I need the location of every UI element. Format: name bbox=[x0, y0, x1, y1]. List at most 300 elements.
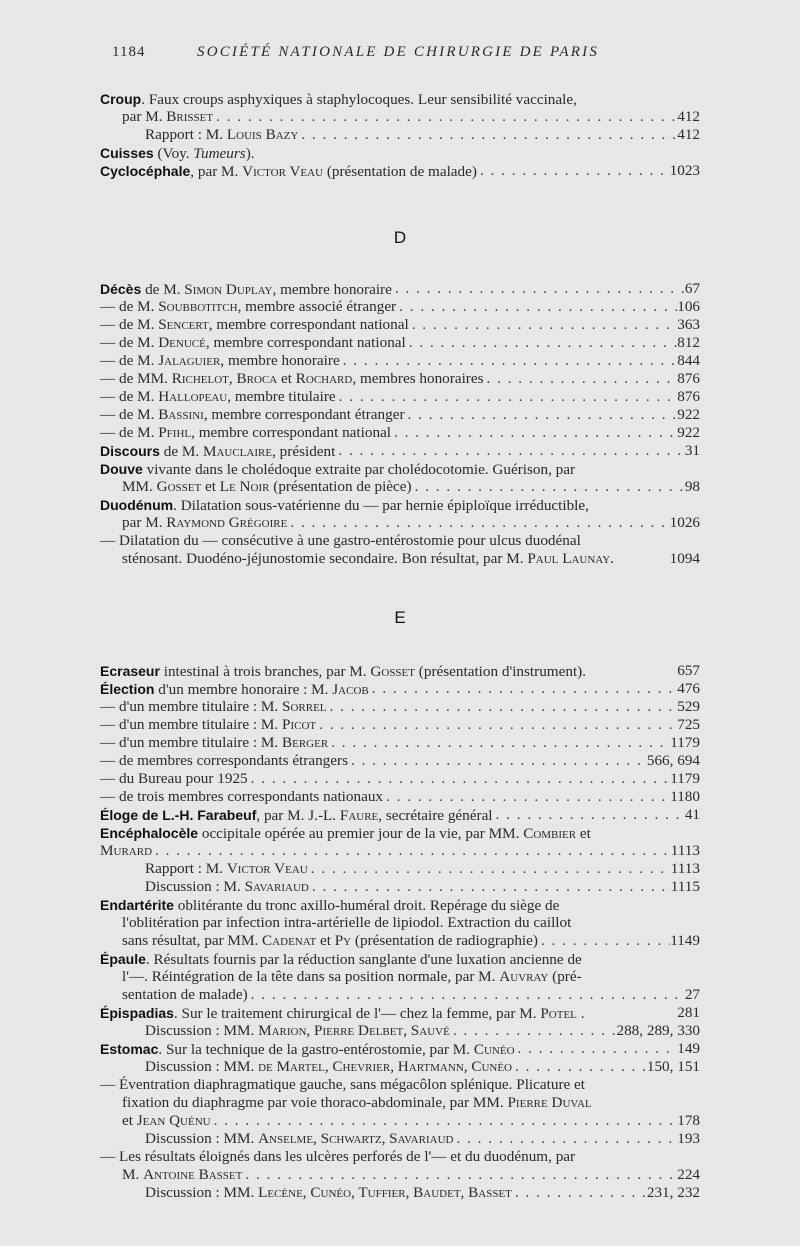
entry-fragment: et bbox=[122, 1112, 137, 1129]
author-name: Soubbotitch bbox=[158, 298, 238, 315]
entry-fragment: (présentation d'instrument). bbox=[415, 663, 587, 680]
entry-fragment: (présentation de radiographie) bbox=[351, 932, 538, 949]
author-name: Le Noir bbox=[219, 478, 270, 495]
entry-text bbox=[145, 1022, 450, 1040]
page-number: 1184 bbox=[112, 44, 146, 60]
author-name: Savariaud bbox=[244, 878, 309, 895]
page-reference: 844 bbox=[677, 352, 700, 369]
entry-fragment: — Les résultats éloignés dans les ulcères perforés de l'— et du duodénum, par bbox=[100, 1148, 576, 1165]
author-name: Mauclaire bbox=[202, 443, 273, 460]
author-name: Cunéo bbox=[473, 1041, 515, 1058]
index-entry bbox=[100, 716, 700, 734]
author-name: Py bbox=[334, 932, 352, 949]
index-entry bbox=[100, 842, 700, 860]
entry-fragment: Tumeurs bbox=[193, 145, 246, 162]
author-name: Pierre Duval bbox=[507, 1094, 592, 1111]
leader-dots bbox=[512, 1058, 647, 1076]
entry-keyword: Épaule bbox=[100, 951, 146, 967]
entry-text bbox=[122, 1166, 242, 1184]
entry-text bbox=[145, 1184, 512, 1202]
entry-fragment: , secrétaire général bbox=[378, 807, 493, 824]
entry-fragment: , membre honoraire bbox=[220, 352, 340, 369]
author-name: Gosset bbox=[370, 663, 415, 680]
entry-keyword: Croup bbox=[100, 91, 142, 107]
leader-dots bbox=[484, 370, 678, 388]
leader-dots bbox=[309, 878, 671, 896]
entry-fragment: , membre correspondant national bbox=[205, 334, 406, 351]
leader-dots bbox=[391, 424, 677, 442]
author-name: Jalaguier bbox=[158, 352, 221, 369]
index-entry bbox=[145, 860, 700, 878]
entry-text bbox=[100, 388, 336, 406]
entry-text bbox=[145, 1130, 453, 1148]
entry-fragment: (présentation de pièce) bbox=[269, 478, 412, 495]
entry-fragment: . bbox=[610, 550, 614, 567]
running-header bbox=[112, 44, 700, 68]
author-name: Combier bbox=[523, 825, 577, 842]
page-reference: 529 bbox=[677, 698, 700, 715]
page-reference: 193 bbox=[677, 1130, 700, 1147]
index-entry bbox=[100, 280, 700, 298]
entry-text bbox=[145, 126, 298, 144]
author-name: Victor Veau bbox=[226, 860, 308, 877]
entry-fragment: (Voy. bbox=[153, 145, 194, 162]
index-entry bbox=[100, 734, 700, 752]
entry-fragment: par M. bbox=[122, 108, 167, 125]
entry-fragment: , membre correspondant national bbox=[191, 424, 392, 441]
author-name: Simon Duplay bbox=[184, 281, 273, 298]
index-entry bbox=[122, 108, 700, 126]
entry-text bbox=[122, 968, 582, 986]
index-entry bbox=[100, 662, 700, 680]
entry-text bbox=[100, 90, 577, 108]
index-entry bbox=[100, 352, 700, 370]
entry-fragment: . Faux croups asphyxiques à staphylocoques. Leur sensibilité vaccinale, bbox=[141, 91, 577, 108]
index-entry bbox=[122, 968, 700, 986]
entry-text bbox=[100, 824, 591, 842]
page-reference: 657 bbox=[677, 662, 700, 679]
leader-dots bbox=[392, 280, 685, 298]
entry-fragment: — de M. bbox=[100, 388, 159, 405]
entry-text bbox=[100, 460, 575, 478]
leader-dots bbox=[406, 334, 677, 352]
page-reference: 1026 bbox=[669, 514, 700, 531]
index-entry bbox=[100, 162, 700, 180]
entry-fragment: ). bbox=[245, 145, 255, 162]
entry-text bbox=[122, 1112, 211, 1130]
entry-text bbox=[100, 532, 581, 550]
entry-text bbox=[100, 144, 255, 162]
author-name: Lecène, Cunéo, Tuffier, Baudet, Basset bbox=[258, 1184, 512, 1201]
entry-fragment: . Sur le traitement chirurgical de l'— chez la femme, par M. bbox=[173, 1005, 541, 1022]
leader-dots bbox=[248, 770, 671, 788]
author-name: Berger bbox=[282, 734, 329, 751]
entry-fragment: — de membres correspondants étrangers bbox=[100, 752, 348, 769]
index-entry bbox=[100, 806, 700, 824]
author-name: Picot bbox=[282, 716, 317, 733]
leader-dots bbox=[327, 698, 678, 716]
page-reference: 1115 bbox=[670, 878, 700, 895]
page-reference: 281 bbox=[677, 1004, 700, 1021]
page-reference: 412 bbox=[677, 108, 700, 125]
entry-fragment: occipitale opérée au premier jour de la vie, par MM. bbox=[198, 825, 524, 842]
entry-text bbox=[100, 1076, 585, 1094]
entry-fragment: sans résultat, par MM. bbox=[122, 932, 263, 949]
page-reference: 288, 289, 330 bbox=[616, 1022, 700, 1039]
leader-dots bbox=[211, 1112, 678, 1130]
author-name: Marion, Pierre Delbet, Sauvé bbox=[258, 1022, 450, 1039]
entry-fragment: . Dilatation sous-vatérienne du — par hernie épiploïque irréductible, bbox=[173, 497, 589, 514]
index-entry bbox=[100, 752, 700, 770]
entry-keyword: Discours bbox=[100, 443, 160, 459]
index-entry bbox=[122, 932, 700, 950]
author-name: Paul Launay bbox=[527, 550, 611, 567]
entry-keyword: Endartérite bbox=[100, 897, 174, 913]
entry-text bbox=[100, 316, 409, 334]
leader-dots bbox=[348, 752, 647, 770]
entry-text bbox=[145, 1058, 512, 1076]
index-entry bbox=[100, 824, 700, 842]
leader-dots bbox=[453, 1130, 677, 1148]
index-entry bbox=[145, 126, 700, 144]
entry-fragment: , membre correspondant étranger bbox=[203, 406, 405, 423]
entry-keyword: Élection bbox=[100, 681, 155, 697]
entry-fragment: . Sur la technique de la gastro-entérostomie, par M. bbox=[158, 1041, 474, 1058]
author-name: Sencert bbox=[158, 316, 209, 333]
page-reference: 922 bbox=[677, 406, 700, 423]
leader-dots bbox=[328, 734, 670, 752]
entry-text bbox=[100, 1148, 575, 1166]
author-name: Gosset bbox=[156, 478, 202, 495]
entry-text bbox=[100, 770, 248, 788]
index-entry bbox=[122, 914, 700, 932]
entry-fragment: — de M. bbox=[100, 298, 159, 315]
entry-fragment: vivante dans le cholédoque extraite par cholédocotomie. Guérison, par bbox=[142, 461, 576, 478]
index-entry bbox=[145, 1058, 700, 1076]
entry-keyword: Estomac bbox=[100, 1041, 159, 1057]
page-reference: 1180 bbox=[670, 788, 700, 805]
index-entry bbox=[100, 406, 700, 424]
author-name: Auvray bbox=[499, 968, 549, 985]
leader-dots bbox=[248, 986, 685, 1004]
page-reference: 566, 694 bbox=[646, 752, 700, 769]
index-entry bbox=[100, 788, 700, 806]
entry-text bbox=[100, 662, 586, 680]
entry-fragment: Rapport : M. bbox=[145, 860, 227, 877]
index-entry bbox=[122, 1112, 700, 1130]
entry-fragment: , membre honoraire bbox=[272, 281, 392, 298]
entry-text bbox=[122, 986, 248, 1004]
leader-dots bbox=[383, 788, 670, 806]
index-entry bbox=[122, 1166, 700, 1184]
page-reference: 67 bbox=[684, 280, 700, 297]
index-entry bbox=[100, 698, 700, 716]
author-name: J.-L. Faure bbox=[308, 807, 379, 824]
leader-dots bbox=[340, 352, 678, 370]
entry-fragment: , par M. bbox=[190, 163, 243, 180]
author-name: Bassini bbox=[158, 406, 204, 423]
entry-text bbox=[145, 878, 309, 896]
author-name: Jacob bbox=[332, 681, 369, 698]
index-entry bbox=[100, 1148, 700, 1166]
index-entry bbox=[145, 878, 700, 896]
author-name: Brisset bbox=[166, 108, 214, 125]
index-entry bbox=[100, 298, 700, 316]
leader-dots bbox=[298, 126, 677, 144]
entry-text bbox=[100, 442, 335, 460]
leader-dots bbox=[316, 716, 677, 734]
index-entry bbox=[100, 1040, 700, 1058]
entry-text bbox=[122, 478, 412, 496]
entry-fragment: — Éventration diaphragmatique gauche, sans mégacôlon splénique. Plicature et bbox=[100, 1076, 585, 1093]
entry-keyword: Éloge de L.-H. Farabeuf bbox=[100, 807, 257, 823]
index-entry bbox=[122, 986, 700, 1004]
entry-fragment: — de trois membres correspondants nationaux bbox=[100, 788, 384, 805]
entry-fragment: , membre correspondant national bbox=[208, 316, 409, 333]
author-name: Cadenat bbox=[262, 932, 317, 949]
page-reference: 1023 bbox=[669, 162, 700, 179]
entry-fragment: , par M. bbox=[256, 807, 309, 824]
entry-fragment: — de M. bbox=[100, 316, 159, 333]
entry-fragment: par M. bbox=[122, 514, 167, 531]
entry-fragment: fixation du diaphragme par voie thoraco-abdominale, par MM. bbox=[122, 1094, 508, 1111]
entry-fragment: (présentation de malade) bbox=[323, 163, 477, 180]
entry-text bbox=[100, 496, 589, 514]
leader-dots bbox=[335, 442, 684, 460]
entry-fragment: et bbox=[576, 825, 591, 842]
entry-fragment: l'—. Réintégration de la tête dans sa position normale, par M. bbox=[122, 968, 500, 985]
index-entry bbox=[100, 316, 700, 334]
entry-text bbox=[122, 550, 614, 568]
entry-fragment: — du Bureau pour 1925 bbox=[100, 770, 248, 787]
leader-dots bbox=[287, 514, 669, 532]
entry-fragment: Discussion : MM. bbox=[145, 1022, 259, 1039]
entry-text bbox=[100, 734, 328, 752]
entry-fragment: oblitérante du tronc axillo-huméral droit. Repérage du siège de bbox=[173, 897, 560, 914]
entry-fragment: MM. bbox=[122, 478, 157, 495]
author-name: Hallopeau bbox=[158, 388, 228, 405]
entry-fragment: et bbox=[201, 478, 220, 495]
page-reference: 1113 bbox=[670, 860, 700, 877]
index-entry bbox=[100, 90, 700, 108]
entry-fragment: — d'un membre titulaire : M. bbox=[100, 698, 282, 715]
author-name: Victor Veau bbox=[242, 163, 324, 180]
section-letter-e: E bbox=[394, 608, 406, 627]
entry-text bbox=[100, 842, 152, 860]
author-name: Potel bbox=[540, 1005, 577, 1022]
entry-fragment: et bbox=[277, 370, 296, 387]
page-reference: 1179 bbox=[670, 770, 700, 787]
leader-dots bbox=[493, 806, 685, 824]
index-entry bbox=[100, 334, 700, 352]
index-entry bbox=[100, 460, 700, 478]
entry-fragment: Discussion : MM. bbox=[145, 1184, 259, 1201]
index-entry bbox=[100, 1004, 700, 1022]
entry-fragment: M. bbox=[122, 1166, 144, 1183]
entry-keyword: Encéphalocèle bbox=[100, 825, 199, 841]
page-reference: 106 bbox=[677, 298, 700, 315]
entry-text bbox=[100, 716, 316, 734]
page-reference: 363 bbox=[677, 316, 700, 333]
entry-text bbox=[100, 896, 559, 914]
index-entry bbox=[100, 424, 700, 442]
index-entry bbox=[100, 442, 700, 460]
entry-text bbox=[100, 334, 406, 352]
index-entry bbox=[100, 896, 700, 914]
entry-text bbox=[122, 932, 538, 950]
leader-dots bbox=[308, 860, 671, 878]
entry-keyword: Épispadias bbox=[100, 1005, 174, 1021]
index-entry bbox=[122, 1094, 700, 1112]
entry-fragment: , membres honoraires bbox=[352, 370, 484, 387]
page-reference: 1094 bbox=[669, 550, 700, 567]
index-entry bbox=[145, 1022, 700, 1040]
author-name: Raymond Grégoire bbox=[166, 514, 288, 531]
page-reference: 27 bbox=[684, 986, 700, 1003]
entry-fragment: — Dilatation du — consécutive à une gastro-entérostomie pour ulcus duodénal bbox=[100, 532, 581, 549]
entry-keyword: Cyclocéphale bbox=[100, 163, 191, 179]
entry-text bbox=[100, 280, 392, 298]
index-entry bbox=[100, 370, 700, 388]
author-name: Murard bbox=[100, 842, 153, 859]
leader-dots bbox=[369, 680, 677, 698]
index-entry bbox=[122, 514, 700, 532]
page-reference: 98 bbox=[684, 478, 700, 495]
leader-dots bbox=[412, 478, 685, 496]
entry-fragment: de M. bbox=[141, 281, 185, 298]
leader-dots bbox=[405, 406, 678, 424]
page-reference: 876 bbox=[677, 388, 700, 405]
entry-fragment: , président bbox=[272, 443, 336, 460]
entry-text bbox=[100, 950, 582, 968]
author-name: Sorrel bbox=[282, 698, 327, 715]
entry-text bbox=[100, 424, 391, 442]
author-name: Rochard bbox=[295, 370, 353, 387]
author-name: Louis Bazy bbox=[226, 126, 299, 143]
entry-fragment: Rapport : M. bbox=[145, 126, 227, 143]
page-reference: 31 bbox=[684, 442, 700, 459]
leader-dots bbox=[450, 1022, 617, 1040]
page-reference: 1179 bbox=[670, 734, 700, 751]
entry-fragment: — d'un membre titulaire : M. bbox=[100, 716, 282, 733]
index-entry bbox=[100, 532, 700, 550]
leader-dots bbox=[336, 388, 678, 406]
entry-text bbox=[100, 680, 369, 698]
author-name: de Martel, Chevrier, Hartmann, Cunéo bbox=[258, 1058, 512, 1075]
leader-dots bbox=[396, 298, 677, 316]
entry-fragment: Discussion : MM. bbox=[145, 1130, 259, 1147]
leader-dots bbox=[152, 842, 671, 860]
entry-fragment: . Résultats fournis par la réduction sanglante d'une luxation ancienne de bbox=[145, 951, 582, 968]
entry-fragment: (pré- bbox=[548, 968, 582, 985]
page-reference: 41 bbox=[684, 806, 700, 823]
entry-text bbox=[100, 298, 396, 316]
index-entry bbox=[145, 1130, 700, 1148]
index-entry bbox=[145, 1184, 700, 1202]
author-name: Anselme, Schwartz, Savariaud bbox=[258, 1130, 454, 1147]
entry-fragment: — de MM. bbox=[100, 370, 172, 387]
page-reference: 224 bbox=[677, 1166, 700, 1183]
entry-text bbox=[100, 1040, 515, 1058]
entry-text bbox=[100, 406, 405, 424]
leader-dots bbox=[538, 932, 670, 950]
page-reference: 812 bbox=[677, 334, 700, 351]
entry-fragment: sentation de malade) bbox=[122, 986, 248, 1003]
entry-fragment: intestinal à trois branches, par M. bbox=[159, 663, 371, 680]
journal-title: SOCIÉTÉ NATIONALE DE CHIRURGIE DE PARIS bbox=[197, 44, 600, 60]
page-reference: 231, 232 bbox=[646, 1184, 700, 1201]
entry-text bbox=[100, 162, 477, 180]
author-name: Jean Quénu bbox=[136, 1112, 211, 1129]
page-reference: 876 bbox=[677, 370, 700, 387]
page-reference: 922 bbox=[677, 424, 700, 441]
author-name: Antoine Basset bbox=[143, 1166, 243, 1183]
index-entry bbox=[100, 1076, 700, 1094]
entry-fragment: Discussion : MM. bbox=[145, 1058, 259, 1075]
page-reference: 150, 151 bbox=[646, 1058, 700, 1075]
entry-text bbox=[100, 370, 484, 388]
entry-fragment: — d'un membre titulaire : M. bbox=[100, 734, 282, 751]
entry-fragment: , membre associé étranger bbox=[237, 298, 397, 315]
page-reference: 1113 bbox=[670, 842, 700, 859]
entry-fragment: d'un membre honoraire : M. bbox=[154, 681, 333, 698]
entry-fragment: , membre titulaire bbox=[227, 388, 336, 405]
leader-dots bbox=[242, 1166, 677, 1184]
section-letter-d: D bbox=[393, 228, 407, 247]
entry-fragment: — de M. bbox=[100, 352, 159, 369]
entry-text bbox=[122, 108, 213, 126]
entry-keyword: Cuisses bbox=[100, 145, 154, 161]
leader-dots bbox=[477, 162, 670, 180]
author-name: Denucé bbox=[158, 334, 206, 351]
entry-keyword: Ecraseur bbox=[100, 663, 160, 679]
leader-dots bbox=[515, 1040, 678, 1058]
page-reference: 412 bbox=[677, 126, 700, 143]
index-entry bbox=[100, 496, 700, 514]
leader-dots bbox=[213, 108, 677, 126]
entry-text bbox=[100, 752, 348, 770]
entry-text bbox=[100, 352, 340, 370]
entry-text bbox=[100, 1004, 584, 1022]
index-entry bbox=[100, 680, 700, 698]
entry-fragment: — de M. bbox=[100, 406, 159, 423]
entry-fragment: Discussion : M. bbox=[145, 878, 245, 895]
entry-fragment: — de M. bbox=[100, 424, 159, 441]
entry-text bbox=[100, 698, 327, 716]
page-reference: 725 bbox=[677, 716, 700, 733]
entry-fragment: sténosant. Duodéno-jéjunostomie secondaire. Bon résultat, par M. bbox=[122, 550, 528, 567]
entry-fragment: l'oblitération par infection intra-artérielle de lipiodol. Extraction du caillot bbox=[122, 914, 572, 931]
index-entry bbox=[100, 770, 700, 788]
entry-text bbox=[145, 860, 308, 878]
entry-keyword: Décès bbox=[100, 281, 142, 297]
entry-fragment: de M. bbox=[159, 443, 203, 460]
entry-text bbox=[122, 1094, 592, 1112]
author-name: Richelot, Broca bbox=[171, 370, 278, 387]
entry-text bbox=[122, 514, 287, 532]
entry-fragment: — de M. bbox=[100, 334, 159, 351]
entry-fragment: et bbox=[316, 932, 335, 949]
index-entry bbox=[100, 950, 700, 968]
index-entry bbox=[100, 144, 700, 162]
entry-keyword: Duodénum bbox=[100, 497, 174, 513]
page-reference: 476 bbox=[677, 680, 700, 697]
index-entry bbox=[100, 388, 700, 406]
index-entry bbox=[122, 550, 700, 568]
entry-fragment: . bbox=[576, 1005, 585, 1022]
entry-text bbox=[100, 788, 383, 806]
page-reference: 1149 bbox=[670, 932, 700, 949]
